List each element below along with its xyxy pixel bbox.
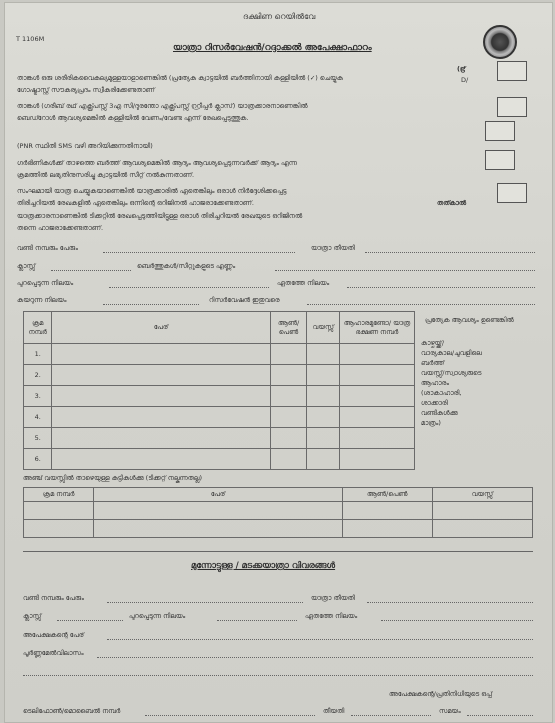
- instruction-5: സംഘമായി യാത്ര ചെയ്യുകയാണെങ്കിൽ യാത്രക്കാരിൽ ഏതെങ്കിലും ഒരാൾ നിർദ്ദേശിക്കപ്പെട്ട: [17, 187, 287, 195]
- from-station-input[interactable]: [109, 287, 269, 288]
- row-serial: 1.: [24, 344, 52, 365]
- railway-name: ദക്ഷിണ റെയിൽവേ: [243, 12, 316, 21]
- row-serial: 5.: [24, 428, 52, 449]
- time-label: സമയം: [439, 707, 461, 715]
- note-line: (ശാകാഹാരി,: [421, 389, 462, 397]
- reservation-upto-label: റിസർവേഷൻ ഇതുവരെ: [209, 296, 280, 304]
- instruction-2-line2: ബെഡ്റോൾ ആവശ്യമെങ്കിൽ കള്ളിയിൽ വേണം/വേണ്ട എന്ന് രേഖപ്പെടുത്തുക.: [17, 114, 249, 122]
- special-needs-note: [421, 338, 531, 428]
- note-line: മാത്രം): [421, 419, 441, 427]
- instruction-1-label: (ഭ്ര്: [457, 65, 466, 73]
- table-row[interactable]: [24, 520, 533, 538]
- instruction-5-line3: യാത്രക്കാരനാണെങ്കിൽ ടിക്കറ്റിൽ രേഖപ്പെടുത്തിയിട്ടുള്ള ഒരാൾ തിരിച്ചറിയൽ രേഖയുടെ ഒറിജിനൽ: [17, 212, 303, 220]
- to-station-label: ഏതത്തേ നിലയം: [277, 279, 330, 287]
- col-age: വയസ്സ്: [307, 312, 340, 344]
- child-col-serial: ക്രമ നമ്പർ: [24, 488, 94, 502]
- return-section-title: മുന്നോട്ടുള്ള / മടക്കയാത്രാ വിവരങ്ങൾ: [191, 561, 336, 571]
- instruction-4-line2: ക്രമത്തിൽ ലഭ്യതിനുസരിച്ചു ക്വാട്ടയിൽ സീറ്റ് നൽകുന്നതാണ്.: [17, 171, 195, 179]
- child-col-age: വയസ്സ്: [432, 488, 532, 502]
- phone-label: ടെലിഫോൺ/മൊബൈൽ നമ്പർ: [23, 707, 121, 715]
- applicant-name-label: അപേക്ഷകന്റെ പേര്: [23, 631, 85, 639]
- group-checkbox[interactable]: [497, 183, 527, 203]
- time-input[interactable]: [467, 715, 533, 716]
- date-input[interactable]: [351, 715, 431, 716]
- return-class-input[interactable]: [57, 620, 123, 621]
- return-to-label: ഏതത്തേ നിലയം: [305, 612, 358, 620]
- instruction-4: ഗർഭിണികൾക്ക് താഴത്തെ ബർത്ത് ആവശ്യമെങ്കിൽ ആദ്യം ആവശ്യപ്പെടുന്നവർക്ക് ആദ്യം എന്ന: [17, 159, 297, 167]
- table-row[interactable]: [24, 407, 415, 428]
- child-col-gender: ആൺ/പെൺ: [342, 488, 432, 502]
- instruction-5-line4: തന്നെ ഹാജരാക്കേണ്ടതാണ്.: [17, 224, 104, 232]
- form-title: യാത്രാ റിസർവേഷൻ/റദ്ദാക്കൽ അപേക്ഷാഫാറം: [173, 43, 372, 53]
- berths-input[interactable]: [275, 270, 535, 271]
- return-from-input[interactable]: [217, 620, 297, 621]
- col-special: പ്രത്യേക ആവശ്യം ഉണ്ടെങ്കിൽ: [425, 316, 514, 324]
- full-address-input-2[interactable]: [23, 675, 533, 676]
- bedroll-checkbox[interactable]: [497, 97, 527, 117]
- return-train-label: വണ്ടി നമ്പരും പേരും: [23, 594, 84, 602]
- class-label: ക്ലാസ്സ്: [17, 262, 36, 270]
- passenger-table: [23, 311, 415, 470]
- full-address-input[interactable]: [97, 657, 533, 658]
- to-station-input[interactable]: [347, 287, 535, 288]
- instruction-1: താങ്കൾ ഒരു ശരീരികവൈകല്യമുള്ളയാളാണെങ്കിൽ (പ്രത്യേക ക്വാട്ടയിൽ ബർത്തിനായി കള്ളിയിൽ (✓) ചെയ്യുക: [17, 74, 343, 82]
- railway-emblem-icon: [483, 25, 517, 59]
- note-line: ബർത്ത്: [421, 359, 445, 367]
- row-serial: 3.: [24, 386, 52, 407]
- section-divider: [23, 551, 533, 552]
- col-name: പേര്: [52, 312, 270, 344]
- row-serial: 4.: [24, 407, 52, 428]
- train-no-name-input[interactable]: [103, 252, 295, 253]
- form-code: T 1106M: [16, 35, 45, 43]
- return-from-label: പുറപ്പെടുന്ന നിലയം: [129, 612, 186, 620]
- return-to-input[interactable]: [381, 620, 533, 621]
- instruction-5-line2: തിരിച്ചറിയൽ രേഖകളിൽ ഏതെങ്കിലും ഒന്നിന്റെ ഒറിജിനൽ ഹാജരാക്കേണ്ടതാണ്.: [17, 199, 254, 207]
- pregnant-checkbox[interactable]: [485, 150, 515, 170]
- return-train-input[interactable]: [107, 602, 303, 603]
- note-line: ശാക്കാരി: [421, 399, 448, 407]
- note-line: വണ്ടികൾക്കു: [421, 409, 458, 417]
- instruction-2: താങ്കൾ (ഗരീബ് രഥ് എക്സ്പ്രസ്സ് 3എ സി/ദുരന്തോ എക്സ്പ്രസ്സ് റ്റ്രീപ്പർ ക്ലാസ്) യാത്രക്കാരനാണെങ്കിൽ: [17, 102, 308, 110]
- return-class-label: ക്ലാസ്സ്: [23, 612, 42, 620]
- return-date-label: യാത്രാ തീയതി: [311, 594, 355, 602]
- instruction-1-label2: D/: [461, 76, 469, 84]
- note-line: വയസ്സ്/സ്വാശ്യരുടെ: [421, 369, 482, 377]
- children-heading: അഞ്ച് വയസ്സിൽ താഴെയുള്ള കുട്ടികൾക്കു (ടിക്കറ്റ് നല്കുന്നതല്ല): [23, 474, 202, 482]
- note-line: വാര്യകാല/ചുവളിലെ: [421, 349, 482, 357]
- train-no-name-label: വണ്ടി നമ്പരും പേരും: [17, 244, 78, 252]
- row-serial: 2.: [24, 365, 52, 386]
- note-line: ആഹാരം: [421, 379, 450, 387]
- table-row[interactable]: [24, 365, 415, 386]
- reservation-form-paper: [4, 2, 553, 723]
- instruction-3: (PNR സ്ഥിതി SMS വഴി അറിയിക്കുന്നതിനായി): [17, 142, 153, 150]
- table-row[interactable]: [24, 344, 415, 365]
- disability-checkbox[interactable]: [497, 61, 527, 81]
- row-serial: 6.: [24, 449, 52, 470]
- child-col-name: പേര്: [94, 488, 342, 502]
- reservation-upto-input[interactable]: [307, 304, 535, 305]
- class-input[interactable]: [51, 270, 131, 271]
- boarding-station-input[interactable]: [103, 304, 199, 305]
- sms-box[interactable]: [485, 121, 515, 141]
- travel-date-input[interactable]: [365, 252, 535, 253]
- travel-date-label: യാത്രാ തീയതി: [311, 244, 355, 252]
- col-food: ആഹാരമുണ്ടോ/ യാത്ര ഭക്ഷണ നമ്പർ: [340, 312, 415, 344]
- table-row[interactable]: [24, 502, 533, 520]
- full-address-label: പൂർണ്ണമേൽവിലാസം: [23, 649, 84, 657]
- note-line: കാഴ്ചയ്ക്ക്/: [421, 339, 445, 347]
- return-date-input[interactable]: [367, 602, 533, 603]
- table-row[interactable]: [24, 386, 415, 407]
- col-serial: ക്രമ നമ്പർ: [24, 312, 52, 344]
- table-row[interactable]: [24, 428, 415, 449]
- instruction-5-tatkal: തത്കാൽ: [437, 199, 467, 207]
- phone-input[interactable]: [145, 715, 315, 716]
- col-gender: ആൺ/ പെൺ: [270, 312, 307, 344]
- children-table: [23, 487, 533, 538]
- table-row[interactable]: [24, 449, 415, 470]
- date-label: തീയതി: [323, 707, 345, 715]
- applicant-name-input[interactable]: [107, 639, 533, 640]
- instruction-1-line2: ഗോഷ്ട്രാസ്റ്റ് സൗകര്യപ്രദം സ്വീകരിക്കേണ്ടതാണ്: [17, 86, 155, 94]
- from-station-label: പുറപ്പെടുന്ന നിലയം: [17, 279, 74, 287]
- berths-label: ബെർത്തുകൾ/സീറ്റുകളുടെ എണ്ണം: [137, 262, 236, 270]
- boarding-station-label: കയറുന്ന നിലയം: [17, 296, 67, 304]
- signature-label: അപേക്ഷകന്റെ/പ്രതിനിധിയുടെ ഒപ്പ്: [389, 690, 493, 698]
